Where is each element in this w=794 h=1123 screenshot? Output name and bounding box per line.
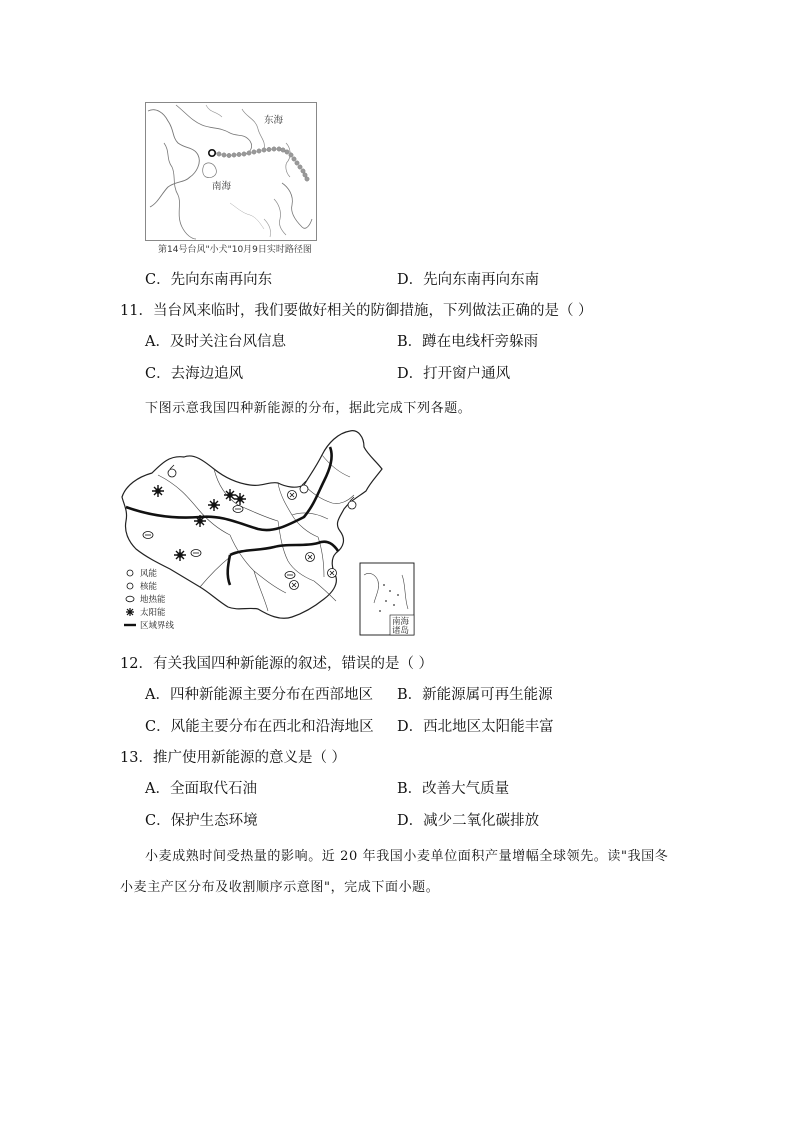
nuclear-icon xyxy=(290,581,299,590)
q10-option-d: D．先向东南再向东南 xyxy=(397,272,540,288)
q11-option-b: B．蹲在电线杆旁躲雨 xyxy=(397,334,539,350)
map-legend xyxy=(124,568,175,631)
nuclear-icon xyxy=(288,491,297,500)
legend-boundary: 区域界线 xyxy=(140,621,175,631)
q11-stem: 11．当台风来临时，我们要做好相关的防御措施，下列做法正确的是（ ） xyxy=(120,303,593,319)
energy-intro: 下图示意我国四种新能源的分布，据此完成下列各题。 xyxy=(145,401,472,416)
q12-option-a: A．四种新能源主要分布在西部地区 xyxy=(145,687,373,703)
q12-stem: 12．有关我国四种新能源的叙述，错误的是（ ） xyxy=(120,656,434,672)
geothermal-icon xyxy=(285,572,295,579)
wheat-intro-line-2: 小麦主产区分布及收割顺序示意图"，完成下面小题。 xyxy=(120,880,440,895)
inset-label-2: 诸岛 xyxy=(392,626,410,636)
q13-option-a: A．全面取代石油 xyxy=(145,781,257,797)
legend-wind: 风能 xyxy=(140,569,158,579)
legend-geothermal: 地热能 xyxy=(140,595,166,605)
south-china-sea-inset xyxy=(360,563,414,636)
q13-option-c: C．保护生态环境 xyxy=(145,813,258,829)
label-east-sea: 东海 xyxy=(264,115,284,126)
geothermal-icon xyxy=(191,550,201,557)
typhoon-track xyxy=(212,147,309,181)
geothermal-icon xyxy=(233,506,243,513)
nuclear-icon xyxy=(328,569,337,578)
q12-option-c: C．风能主要分布在西北和沿海地区 xyxy=(145,719,374,735)
nuclear-icon xyxy=(306,553,315,562)
q10-option-c: C．先向东南再向东 xyxy=(145,272,273,288)
typhoon-current-position xyxy=(209,150,215,156)
q13-stem: 13．推广使用新能源的意义是（ ） xyxy=(120,750,347,766)
china-energy-map xyxy=(118,425,418,640)
typhoon-map xyxy=(145,102,317,241)
geothermal-icon xyxy=(143,532,153,539)
q12-option-b: B．新能源属可再生能源 xyxy=(397,687,553,703)
q11-option-a: A．及时关注台风信息 xyxy=(145,334,286,350)
q11-option-c: C．去海边追风 xyxy=(145,366,244,382)
q11-option-d: D．打开窗户通风 xyxy=(397,366,511,382)
legend-solar: 太阳能 xyxy=(140,608,166,618)
q12-option-d: D．西北地区太阳能丰富 xyxy=(397,719,554,735)
typhoon-map-svg xyxy=(146,103,316,240)
typhoon-map-caption: 第14号台风"小犬"10月9日实时路径图 xyxy=(158,245,312,255)
inset-label-1: 南海 xyxy=(392,617,410,627)
q13-option-d: D．减少二氧化碳排放 xyxy=(397,813,540,829)
label-south-sea: 南海 xyxy=(212,181,232,192)
wheat-intro-line-1: 小麦成熟时间受热量的影响。近 20 年我国小麦单位面积产量增幅全球领先。读"我国冬 xyxy=(145,849,669,864)
legend-nuclear: 核能 xyxy=(140,582,158,592)
china-energy-map-svg xyxy=(118,425,418,640)
q13-option-b: B．改善大气质量 xyxy=(397,781,510,797)
